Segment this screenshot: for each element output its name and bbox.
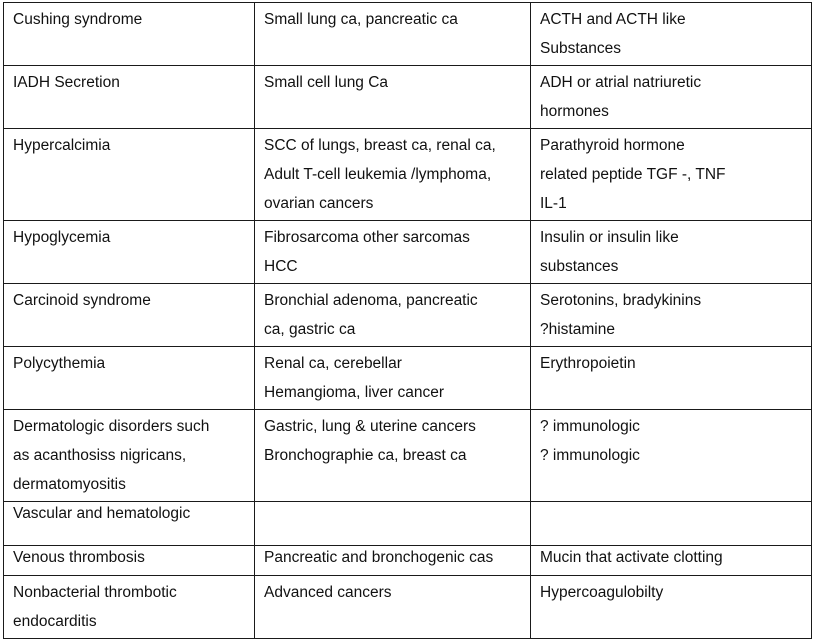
tumor-cell: SCC of lungs, breast ca, renal ca, Adult T-cell leukemia /lymphoma, ovarian cancers bbox=[255, 129, 531, 221]
mechanism-cell: ACTH and ACTH like Substances bbox=[531, 3, 812, 66]
table-row bbox=[4, 221, 812, 284]
tumor-cell: Gastric, lung & uterine cancers Bronchographie ca, breast ca bbox=[255, 410, 531, 502]
syndrome-cell: Cushing syndrome bbox=[4, 3, 255, 66]
tumor-cell: Fibrosarcoma other sarcomas HCC bbox=[255, 221, 531, 284]
mechanism-cell: Hypercoagulobilty bbox=[531, 576, 812, 639]
syndrome-cell: Hypoglycemia bbox=[4, 221, 255, 284]
syndrome-cell: Dermatologic disorders such as acanthosiss nigricans, dermatomyositis bbox=[4, 410, 255, 502]
table-row bbox=[4, 3, 812, 66]
table-row bbox=[4, 129, 812, 221]
syndrome-cell: Nonbacterial thrombotic endocarditis bbox=[4, 576, 255, 639]
tumor-cell bbox=[255, 502, 531, 546]
mechanism-cell: Mucin that activate clotting bbox=[531, 546, 812, 576]
table-row bbox=[4, 284, 812, 347]
paraneoplastic-syndromes-table bbox=[3, 2, 812, 639]
tumor-cell: Renal ca, cerebellar Hemangioma, liver cancer bbox=[255, 347, 531, 410]
table-row bbox=[4, 502, 812, 546]
table-row bbox=[4, 410, 812, 502]
table-row bbox=[4, 66, 812, 129]
syndrome-cell: Venous thrombosis bbox=[4, 546, 255, 576]
syndrome-cell: IADH Secretion bbox=[4, 66, 255, 129]
mechanism-cell: Erythropoietin bbox=[531, 347, 812, 410]
syndrome-cell: Carcinoid syndrome bbox=[4, 284, 255, 347]
mechanism-cell: ADH or atrial natriuretic hormones bbox=[531, 66, 812, 129]
syndrome-cell: Polycythemia bbox=[4, 347, 255, 410]
table-row bbox=[4, 546, 812, 576]
tumor-cell: Small lung ca, pancreatic ca bbox=[255, 3, 531, 66]
syndrome-cell: Hypercalcimia bbox=[4, 129, 255, 221]
tumor-cell: Pancreatic and bronchogenic cas bbox=[255, 546, 531, 576]
table-row bbox=[4, 576, 812, 639]
mechanism-cell: Insulin or insulin like substances bbox=[531, 221, 812, 284]
mechanism-cell bbox=[531, 502, 812, 546]
mechanism-cell: ? immunologic ? immunologic bbox=[531, 410, 812, 502]
tumor-cell: Advanced cancers bbox=[255, 576, 531, 639]
syndrome-cell: Vascular and hematologic bbox=[4, 502, 255, 546]
tumor-cell: Bronchial adenoma, pancreatic ca, gastric ca bbox=[255, 284, 531, 347]
mechanism-cell: Parathyroid hormone related peptide TGF -, TNF IL-1 bbox=[531, 129, 812, 221]
table-row bbox=[4, 347, 812, 410]
mechanism-cell: Serotonins, bradykinins ?histamine bbox=[531, 284, 812, 347]
tumor-cell: Small cell lung Ca bbox=[255, 66, 531, 129]
